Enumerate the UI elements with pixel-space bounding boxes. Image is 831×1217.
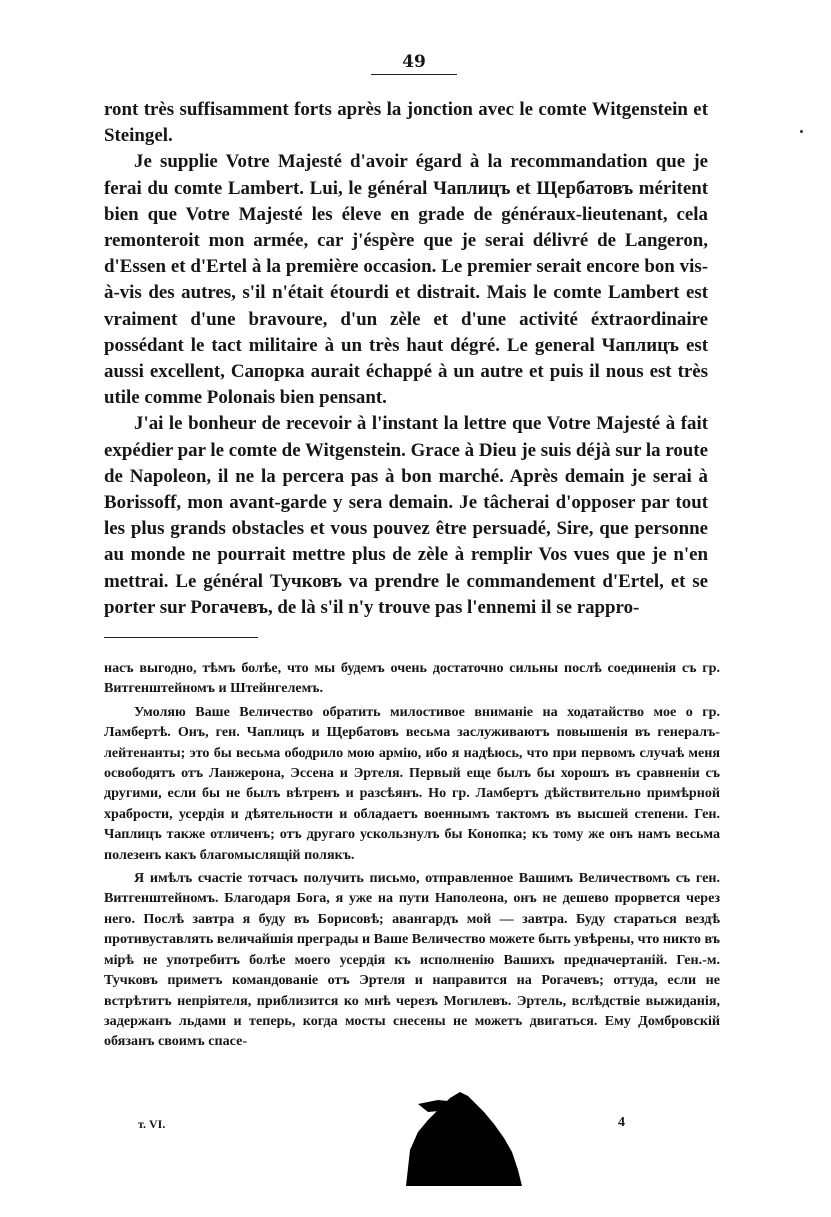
print-speck — [800, 130, 803, 133]
signature-sheet-number: 4 — [618, 1115, 625, 1130]
page-number-rule — [371, 74, 457, 75]
russian-paragraph-3: Я имѣлъ счастіе тотчасъ получить письмо, отправленное Вашимъ Величествомъ съ ген. Витгенштейномъ. Благодаря Бога, я уже на пути Наполеона, онъ не дешево прорвется через него. Послѣ завтра я буду въ Борисовѣ; авангардъ мой — завтра. Буду стараться вездѣ противуставлять величайшія преграды и Ваше Величество можете быть увѣрены, что никто въ мірѣ не употребитъ болѣе моего усердія къ исполненію Вашихъ предначертаній. Ген.-м. Тучковъ приметъ командованіе отъ Эртеля и направится на Рогачевъ; оттуда, если не встрѣтитъ непріятеля, приблизится ко мнѣ черезъ Могилевъ. Эртель, вслѣдствіе выжиданія, задержанъ льдами и теперь, когда мосты снесены не можетъ двигаться. Ему Домбровскій обязанъ своимъ спасе- — [104, 870, 720, 1050]
signature-volume: т. VI. — [138, 1117, 166, 1131]
russian-paragraph-2: Умоляю Ваше Величество обратить милостивое вниманіе на ходатайство мое о гр. Ламбертѣ. Онъ, ген. Чаплицъ и Щербатовъ весьма заслуживаютъ повышенія въ генералъ-лейтенанты; это бы весьма ободрило мою армію, ибо я надѣюсь, что при первомъ случаѣ меня освободятъ отъ Ланжерона, Эссена и Эртеля. Первый еще былъ бы хорошъ въ сравненіи съ другими, если бы не былъ вѣтренъ и разсѣянъ. Но гр. Ламбертъ дѣйствительно примѣрной храбрости, усердія и дѣятельности и обладаетъ военнымъ тактомъ въ высшей степени. Ген. Чаплицъ также отличенъ; отъ другаго ускользнулъ бы Конопка; къ тому же онъ намъ весьма полезенъ какъ благомыслящій полякъ. — [104, 703, 720, 863]
ink-blot — [398, 1090, 528, 1186]
french-paragraph-1: ront très suffisamment forts après la jonction avec le comte Witgenstein et Steingel. — [104, 99, 708, 147]
footnote-separator — [104, 637, 258, 638]
french-text-block — [104, 97, 708, 621]
russian-paragraph-1: насъ выгодно, тѣмъ болѣе, что мы будемъ очень достаточно сильны послѣ соединенія съ гр. Витгенштейномъ и Штейнгелемъ. — [104, 660, 720, 697]
russian-translation-block — [104, 658, 720, 1055]
french-paragraph-3: J'ai le bonheur de recevoir à l'instant la lettre que Votre Majesté à fait expédier par le comte de Witgenstein. Grace à Dieu je suis déjà sur la route de Napoleon, il ne la percera pas à bon marché. Après demain je serai à Borissoff, mon avant-garde y sera demain. Je tâcherai d'opposer par tout les plus grands obstacles et vous pouvez être persuadé, Sire, que personne au monde ne pourrait mettre plus de zèle à remplir Vos vues que je n'en mettrai. Le général Тучковъ va prendre le commandement d'Ertel, et se porter sur Рогачевъ, de là s'il n'y trouve pas l'ennemi il se rappro- — [104, 413, 708, 618]
french-paragraph-2: Je supplie Votre Majesté d'avoir égard à la recommandation que je ferai du comte Lambert. Lui, le général Чаплицъ et Щербатовъ méritent bien que Votre Majesté les éleve en grade de généraux-lieutenant, cela remonteroit mon armée, car j'éspère que je serai délivré de Langeron, d'Essen et d'Ertel à la première occasion. Le premier serait encore bon vis-à-vis des autres, s'il n'était étourdi et distrait. Mais le comte Lambert est vraiment d'une bravoure, d'un zèle et d'une activité éxtraordinaire possédant le tact militaire à un très haut dégré. Le general Чаплицъ est aussi excellent, Сапорка aurait échappé à un autre et puis il nous est très utile comme Polonais bien pensant. — [104, 151, 708, 409]
page-number: 49 — [402, 52, 426, 72]
